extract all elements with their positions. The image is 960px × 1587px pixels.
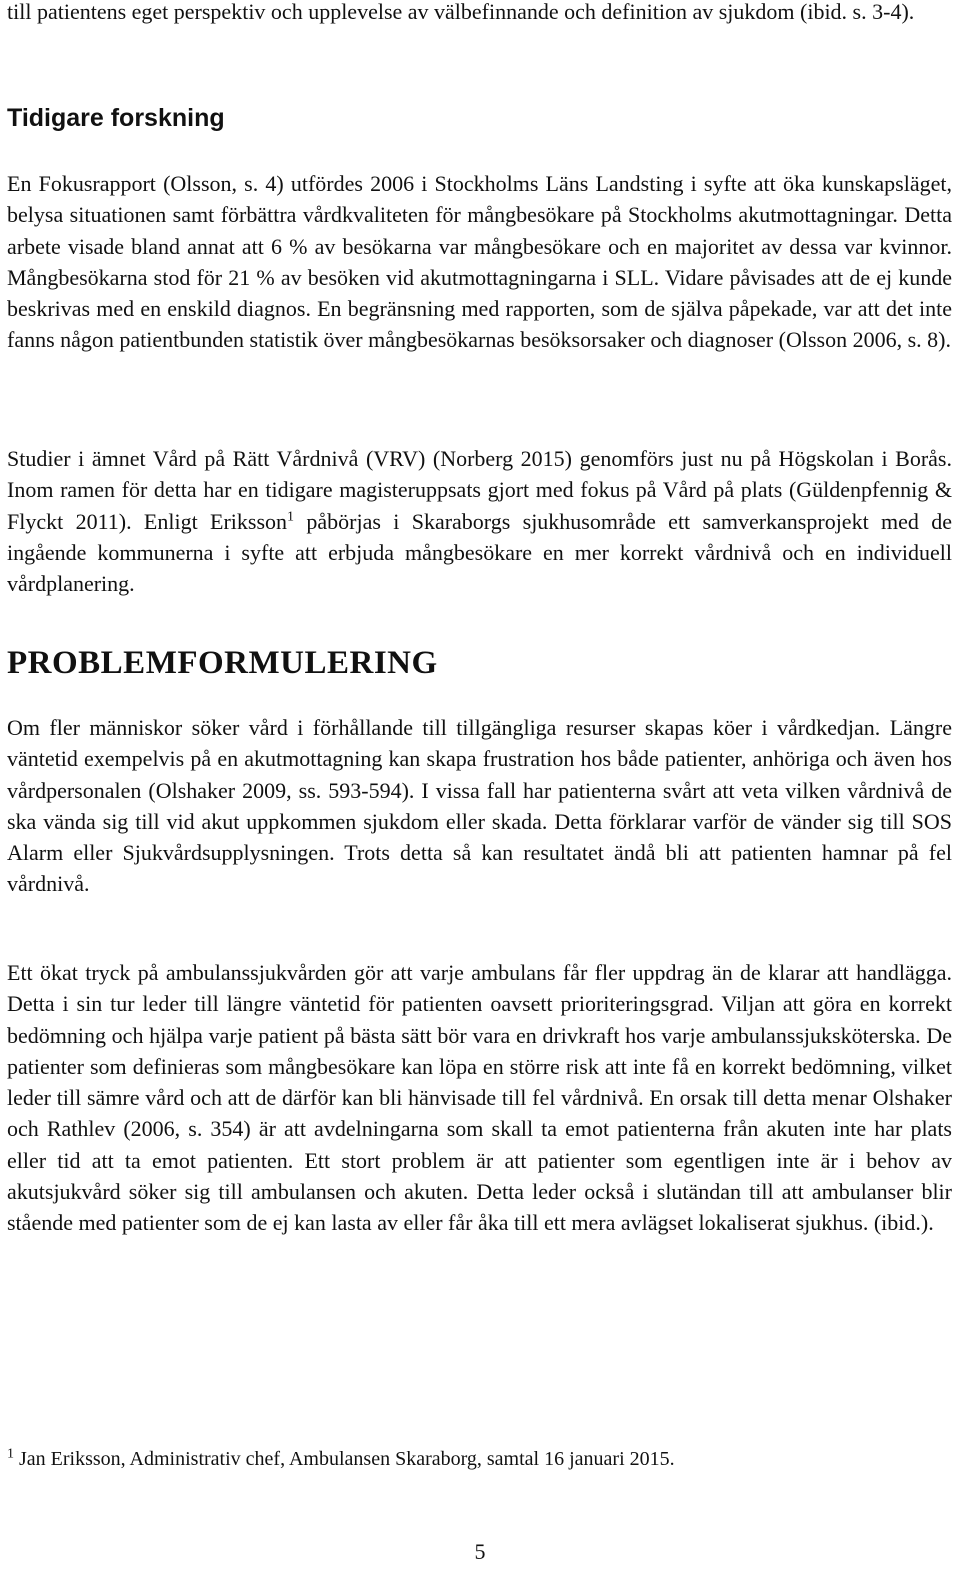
heading-problemformulering: PROBLEMFORMULERING bbox=[7, 645, 438, 681]
paragraph-studier-vrv-part2: påbörjas i Skaraborgs sjukhusområde ett samverkansprojekt med de ingående kommunerna i syfte att erbjuda mångbesökare en mer korrekt vårdnivå och en individuell vårdplanering. bbox=[7, 508, 953, 597]
paragraph-ambulanssjukvard: Ett ökat tryck på ambulanssjukvården gör att varje ambulans får fler uppdrag än de klarar att handlägga. Detta i sin tur leder till längre väntetid för patienten oavsett prioriteringsgrad. Viljan att göra en korrekt bedömning och hjälpa varje patient på bästa sätt bör vara en drivkraft hos varje ambulanssjuksköterska. De patienter som definieras som mångbesökare kan löpa en större risk att inte få en korrekt bedömning, vilket leder till sämre vård och att de därför kan bli hänvisade till fel vårdnivå. En orsak till detta menar Olshaker och Rathlev (2006, s. 354) är att avdelningarna som skall ta emot patienterna från akuten inte har plats eller tid att ta emot patienten. Ett stort problem är att patienter som egentligen inte är i behov av akutsjukvård söker sig till ambulansen och akuten. Detta leder också i slutändan till att ambulanser blir stående med patienter som de ej kan lasta av eller får åka till ett mera avlägset lokaliserat sjukhus. (ibid.). bbox=[7, 960, 952, 1236]
paragraph-fokusrapport: En Fokusrapport (Olsson, s. 4) utfördes 2006 i Stockholms Läns Landsting i syfte att öka kunskapsläget, belysa situationen samt förbättra vårdkvaliteten för mångbesökare på Stockholms akutmottagningar. Detta arbete visade bland annat att 6 % av besökarna var mångbesökare och en majoritet av dessa var kvinnor. Mångbesökarna stod för 21 % av besöken vid akutmottagningarna i SLL. Vidare påvisades att de ej kunde beskrivas med en enskild diagnos. En begränsning med rapporten, som de själva påpekade, var att det inte fanns någon patientbunden statistik över mångbesökarnas besöksorsaker och diagnoser (Olsson 2006, s. 8). bbox=[7, 171, 952, 353]
paragraph-studier-vrv bbox=[7, 443, 952, 599]
heading-tidigare-forskning: Tidigare forskning bbox=[7, 104, 225, 132]
footnote-marker: 1 bbox=[7, 1446, 14, 1462]
paragraph-intro-continuation: till patientens eget perspektiv och upplevelse av välbefinnande och definition av sjukdom (ibid. s. 3-4). bbox=[7, 0, 915, 24]
paragraph-koer-vardkedjan: Om fler människor söker vård i förhållande till tillgängliga resurser skapas köer i vårdkedjan. Längre väntetid exempelvis på en akutmottagning kan skapa frustration hos både patienter, anhöriga och även hos vårdpersonalen (Olshaker 2009, ss. 593-594). I vissa fall har patienterna svårt att veta vilken vårdnivå de ska vända sig till vid akut uppkommen sjukdom eller skada. Detta förklarar varför de vänder sig till SOS Alarm eller Sjukvårdsupplysningen. Trots detta så kan resultatet ändå bli att patienten hamnar på fel vårdnivå. bbox=[7, 715, 952, 897]
footnote-text: Jan Eriksson, Administrativ chef, Ambulansen Skaraborg, samtal 16 januari 2015. bbox=[14, 1448, 675, 1470]
footnote bbox=[7, 1445, 952, 1473]
paragraph-studier-vrv-part1: Studier i ämnet Vård på Rätt Vårdnivå (VRV) (Norberg 2015) genomförs just nu på Högskolan i Borås. Inom ramen för detta har en tidigare magisteruppsats gjort med fokus på Vård på plats (Güldenpfennig & Flyckt 2011). Enligt Eriksson bbox=[7, 446, 952, 534]
page-number: 5 bbox=[474, 1539, 486, 1564]
footnote-reference: 1 bbox=[287, 509, 295, 525]
